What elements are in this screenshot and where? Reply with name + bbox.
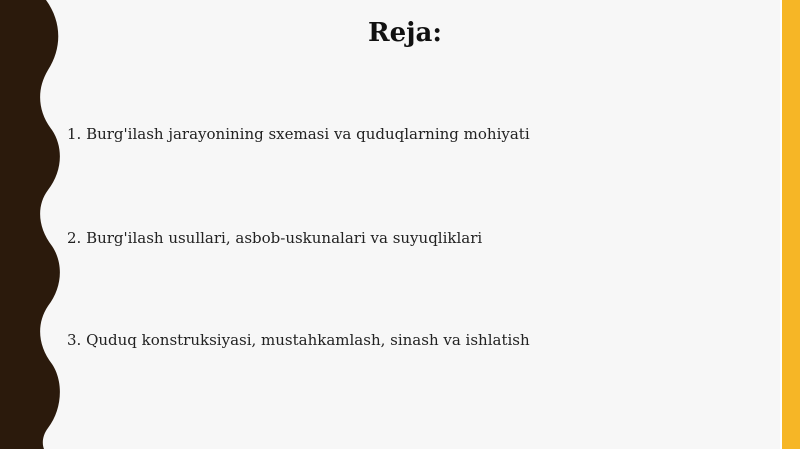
slide-title: Reja:: [367, 18, 442, 48]
wave-border-decoration: [0, 0, 70, 449]
agenda-item: 1. Burg'ilash jarayonining sxemasi va quduqlarning mohiyati: [67, 125, 530, 143]
agenda-item: 2. Burg'ilash usullari, asbob-uskunalari va suyuqliklari: [67, 229, 483, 247]
accent-bar: [780, 0, 800, 449]
agenda-item: 3. Quduq konstruksiyasi, mustahkamlash, sinash va ishlatish: [67, 331, 530, 349]
